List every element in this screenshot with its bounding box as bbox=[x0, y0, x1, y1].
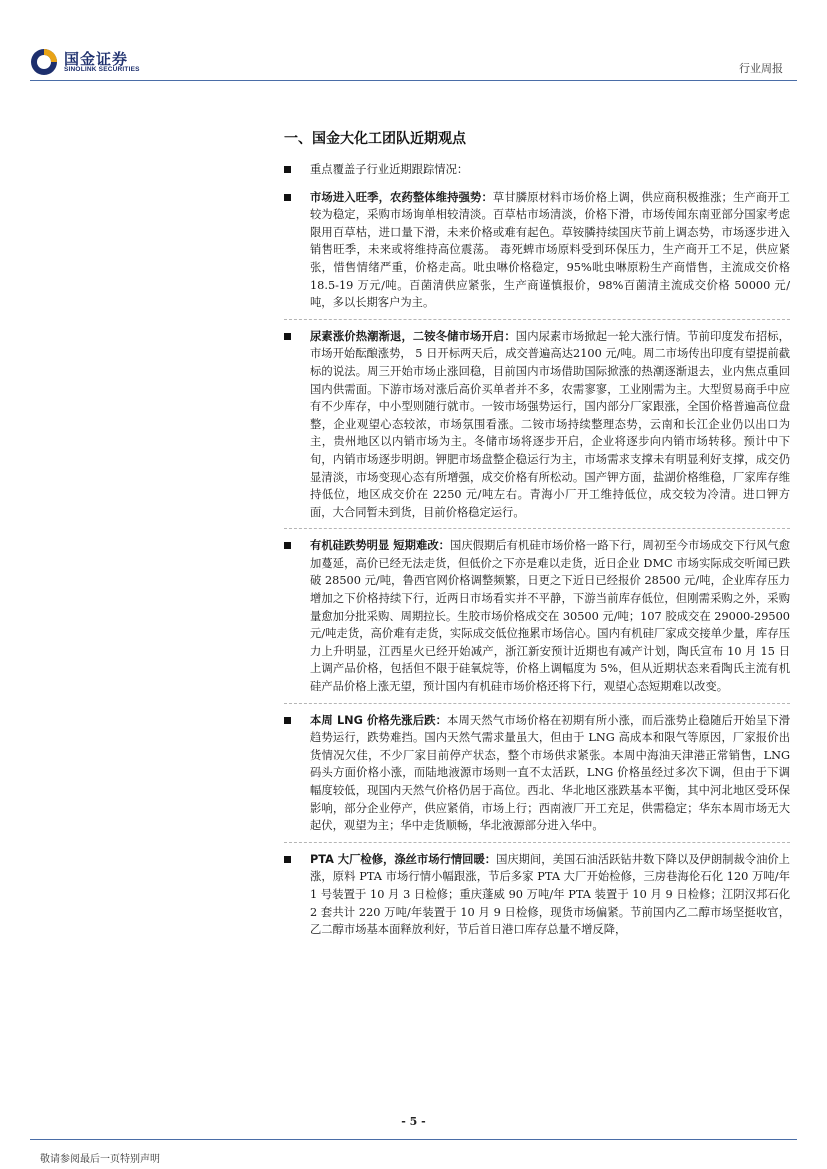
square-bullet-icon bbox=[284, 333, 291, 340]
paragraph-lead: 市场进入旺季，农药整体维持强势： bbox=[310, 190, 493, 204]
paragraph-fertilizer bbox=[284, 328, 790, 530]
paragraph-lng bbox=[284, 712, 790, 843]
paragraph-body: 国内尿素市场掀起一轮大涨行情。节前印度发布招标，市场开始酝酿涨势， 5 日开标两天后，成交普遍高达2100 元/吨。周二市场传出印度有望提前截标的说法。周三开始市场止涨回稳，目前国内市场借助国际掀涨的热潮逐渐退去，业内焦点重回国内供需面。下游市场对涨后高价买单者并不多，农需寥寥，工业刚需为主。大型贸易商手中应有不少库存，中小型则随行就市。一铵市场强势运行，国内部分厂家跟涨，全国价格普遍高位盘整，企业观望心态较浓，市场氛围看涨。二铵市场持续整理态势，云南和长江企业仍以出口为主，贵州地区以内销市场为主。冬储市场将逐步开启，企业将逐步向内销市场转移。预计中下旬，内销市场逐步明朗。钾肥市场盘整企稳运行为主，市场需求支撑未有明显利好支撑，成交仍显清淡，市场变现心态有所增强，成交价格有所松动。国产钾方面，盐湖价格维稳，厂家库存维持低位，地区成交价在 2250 元/吨左右。青海小厂开工维持低位，成交较为冷清。进口钾方面，大合同暂未到货，目前价格稳定运行。 bbox=[310, 329, 790, 519]
intro-text: 重点覆盖子行业近期跟踪情况： bbox=[310, 163, 469, 176]
paragraph-lead: 有机硅跌势明显 短期难改： bbox=[310, 539, 450, 553]
paragraph-lead: PTA 大厂检修，涤丝市场行情回暖： bbox=[310, 852, 497, 866]
paragraph-pesticides bbox=[284, 189, 790, 320]
footer-disclaimer: 敬请参阅最后一页特别声明 bbox=[40, 1154, 160, 1165]
square-bullet-icon bbox=[284, 856, 291, 863]
paragraph-body: 国庆假期后有机硅市场价格一路下行，周初至今市场成交下行风气愈加蔓延，高价已经无法走货，但低价之下亦是难以走货，近日企业 DMC 市场实际成交听闻已跌破 28500 元/吨，鲁西官网价格调整频繁，日更之下近日已经报价 28500 元/吨，企业库存压力增加之下价格持续下行，近两日市场看实并不平静，下游当前库存低位，但刚需采购之外，采购量愈加分批采购、周期拉长。生胶市场价格成交在 30500 元/吨；107 胶成交在 29000-29500 元/吨走货，高价难有走货，实际成交低位拖累市场信心。国内有机硅厂家成交接单少量，库存压力上升明显，江西星火已经开始减产，浙江新安预计近期也有减产计划，陶氏宣布 10 月 15 日上调产品价格，包括但不限于硅氧烷等，价格上调幅度为 5%，但从近期状态来看陶氏主流有机硅产品价格上涨无望，预计国内有机硅市场价格还将下行，观望心态短期难以改变。 bbox=[310, 539, 790, 694]
page-header bbox=[0, 0, 827, 82]
paragraph-lead: 尿素涨价热潮渐退，二铵冬储市场开启： bbox=[310, 329, 516, 343]
square-bullet-icon bbox=[284, 166, 291, 173]
paragraph-pta bbox=[284, 851, 790, 946]
paragraph-body: 本周天然气市场价格在初期有所小涨，而后涨势止稳随后开始呈下滑趋势运行，跌势难挡。国内天然气需求量虽大，但由于 LNG 高成本和限气等原因，厂家报价出货情况欠佳，不少厂家目前停产状态，整个市场供求紧张。本周中海油天津港正常销售，LNG 码头方面价格小涨，而陆地液源市场则一直不太活跃，LNG 价格虽经过多次下调，但由于下调幅度较低，现国内天然气价格仍居于高位。西北、华北地区涨跌基本平衡，其中河北地区受环保影响，部分企业停产，供应紧俏，市场上行；西南液厂开工充足，供需稳定；华东本周市场无大起伏，观望为主；华中走货顺畅，华北液源部分进入华中。 bbox=[310, 713, 790, 833]
footer-divider bbox=[30, 1139, 797, 1140]
logo-text-en: SINOLINK SECURITIES bbox=[64, 66, 140, 73]
paragraph-body: 草甘膦原材料市场价格上调，供应商积极推涨；生产商开工较为稳定，采购市场询单相较清淡。百草枯市场清淡，价格下滑，市场传闻东南亚部分国家考虑限用百草枯，进口量下滑，未来价格或难有起色。草铵膦持续国庆节前上调态势，市场逐步进入销售旺季，未来或将维持高位震荡。 毒死蜱市场原料受到环保压力，生产商开工不足，供应紧张，惜售情绪严重，价格走高。吡虫啉价格稳定，95%吡虫啉原粉生产商惜售，主流成交价格 18.5-19 万元/吨。百菌清供应紧张，生产商谨慎报价，98%百菌清主流成交价格 50000 元/吨，多以长期客户为主。 bbox=[310, 190, 790, 310]
square-bullet-icon bbox=[284, 717, 291, 724]
square-bullet-icon bbox=[284, 542, 291, 549]
paragraph-body: 国庆期间，美国石油活跃钻井数下降以及伊朗制裁令油价上涨，原料 PTA 市场行情小幅跟涨，节后多家 PTA 大厂开始检修，三房巷海伦石化 120 万吨/年 1 号装置于 10 月 3 日检修；重庆蓬威 90 万吨/年 PTA 装置于 10 月 9 日检修；江阴汉邦石化 2 套共计 220 万吨/年装置于 10 月 9 日检修，现货市场偏紧。节前国内乙二醇市场坚挺收官，乙二醇市场基本面释放利好，节后首日港口库存总量不增反降， bbox=[310, 852, 790, 937]
paragraph-silicone bbox=[284, 537, 790, 703]
page-number: - 5 - bbox=[401, 1115, 426, 1128]
paragraph-lead: 本周 LNG 价格先涨后跌： bbox=[310, 713, 448, 727]
header-divider bbox=[30, 80, 797, 81]
section-title: 一、国金大化工团队近期观点 bbox=[284, 131, 466, 147]
report-type-label: 行业周报 bbox=[739, 62, 783, 75]
logo-text-cn: 国金证券 bbox=[64, 50, 129, 68]
intro-item bbox=[284, 161, 790, 179]
report-content bbox=[284, 161, 790, 954]
sinolink-logo-icon bbox=[30, 48, 58, 76]
square-bullet-icon bbox=[284, 194, 291, 201]
